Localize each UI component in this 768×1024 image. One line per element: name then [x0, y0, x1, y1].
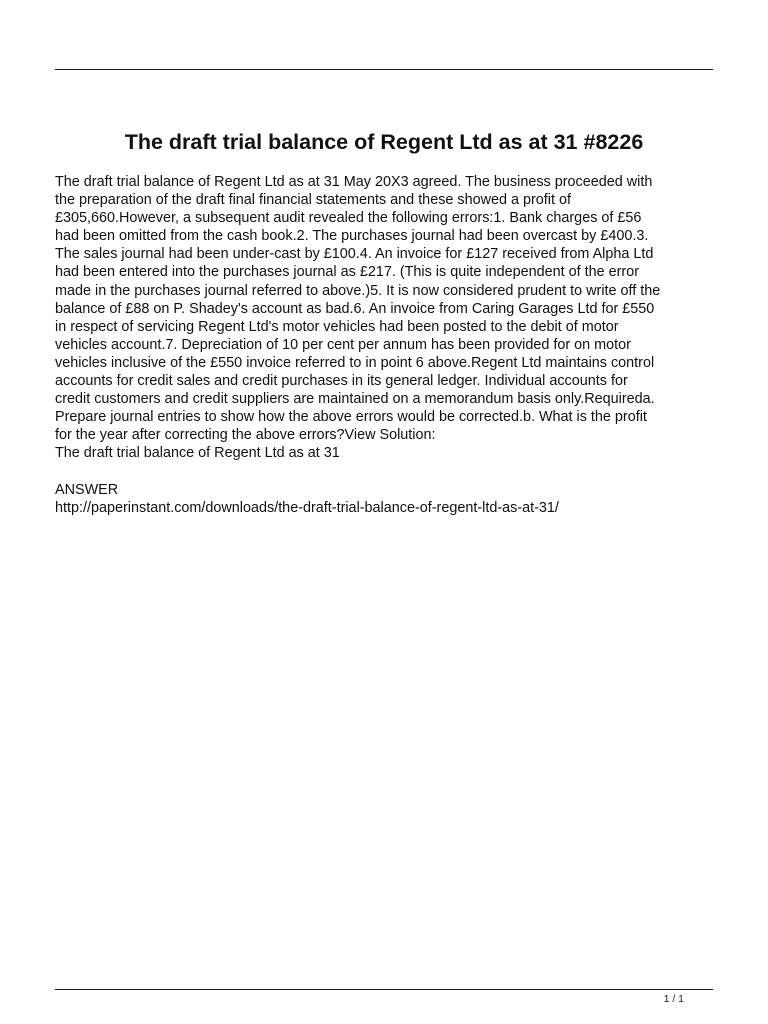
answer-link[interactable]: http://paperinstant.com/downloads/the-draft-trial-balance-of-regent-ltd-as-at-31/ — [55, 499, 559, 516]
body-line: the preparation of the draft final financial statements and these showed a profit of — [55, 192, 571, 209]
body-line: had been omitted from the cash book.2. The purchases journal had been overcast by £400.3. — [55, 228, 649, 245]
body-line: credit customers and credit suppliers are maintained on a memorandum basis only.Requireda. — [55, 391, 655, 408]
document-title: The draft trial balance of Regent Ltd as at 31 #8226 — [124, 130, 644, 154]
body-line: £305,660.However, a subsequent audit revealed the following errors:1. Bank charges of £56 — [55, 210, 642, 227]
body-line: The draft trial balance of Regent Ltd as at 31 May 20X3 agreed. The business proceeded with — [55, 174, 653, 190]
body-line: accounts for credit sales and credit purchases in its general ledger. Individual accounts for — [55, 373, 628, 390]
body-line: The draft trial balance of Regent Ltd as at 31 — [55, 445, 340, 462]
body-line: vehicles account.7. Depreciation of 10 per cent per annum has been provided for on motor — [55, 336, 631, 353]
body-line: The sales journal had been under-cast by £100.4. An invoice for £127 received from Alpha Ltd — [55, 246, 654, 263]
body-line: for the year after correcting the above errors?View Solution: — [55, 427, 436, 444]
paragraph-spacer — [55, 463, 715, 481]
top-divider — [55, 69, 713, 70]
bottom-divider — [55, 989, 713, 990]
page-number: 1 / 1 — [663, 993, 684, 1005]
document-body — [55, 173, 715, 517]
body-line: Prepare journal entries to show how the above errors would be corrected.b. What is the profit — [55, 409, 647, 426]
body-line: in respect of servicing Regent Ltd's motor vehicles had been posted to the debit of motor — [55, 318, 619, 335]
body-line: made in the purchases journal referred to above.)5. It is now considered prudent to write off the — [55, 282, 661, 299]
body-line: vehicles inclusive of the £550 invoice referred to in point 6 above.Regent Ltd maintains control — [55, 354, 655, 371]
body-line: balance of £88 on P. Shadey's account as bad.6. An invoice from Caring Garages Ltd for £550 — [55, 300, 655, 317]
body-line: had been entered into the purchases journal as £217. (This is quite independent of the error — [55, 264, 640, 281]
answer-label: ANSWER — [55, 481, 119, 498]
